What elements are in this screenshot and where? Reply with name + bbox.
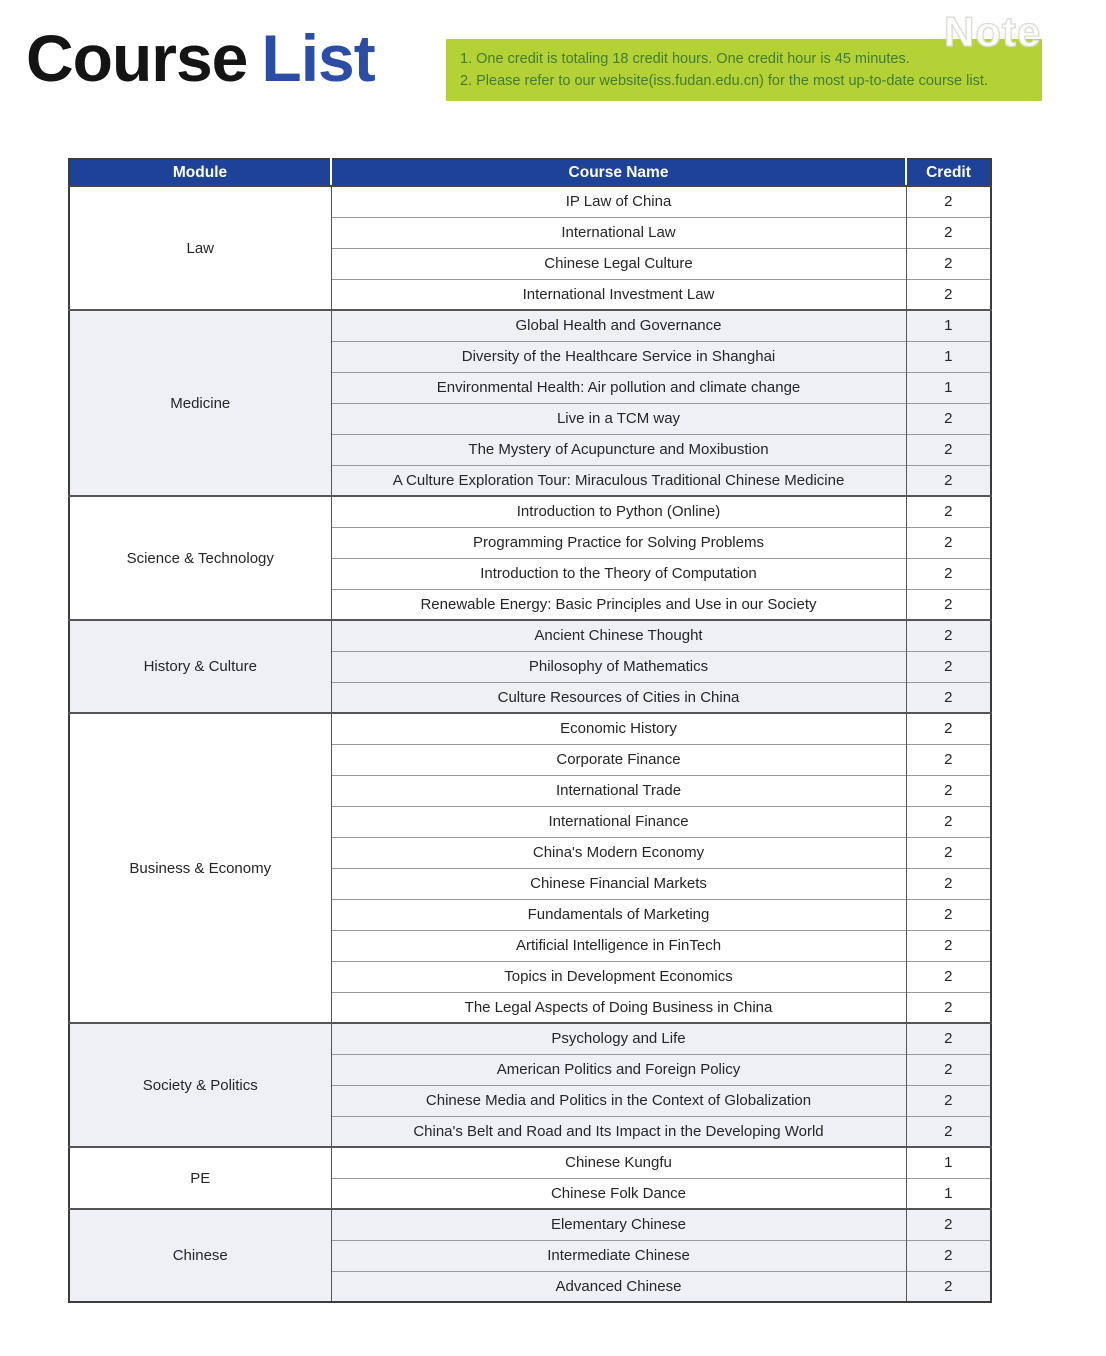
credit-cell: 2 <box>906 1240 991 1271</box>
course-name-cell: Culture Resources of Cities in China <box>331 682 906 713</box>
course-name-cell: Advanced Chinese <box>331 1271 906 1302</box>
header-cell-credit: Credit <box>906 159 991 186</box>
course-name-cell: Psychology and Life <box>331 1023 906 1054</box>
credit-cell: 2 <box>906 217 991 248</box>
note-line-1: 1. One credit is totaling 18 credit hours. One credit hour is 45 minutes. <box>460 51 910 67</box>
course-name-cell: Fundamentals of Marketing <box>331 899 906 930</box>
course-name-cell: The Mystery of Acupuncture and Moxibustion <box>331 434 906 465</box>
page-title <box>26 22 375 95</box>
table-row <box>69 620 991 651</box>
course-name-cell: Live in a TCM way <box>331 403 906 434</box>
course-table <box>68 158 992 1303</box>
credit-cell: 2 <box>906 1116 991 1147</box>
credit-cell: 1 <box>906 372 991 403</box>
table-row <box>69 496 991 527</box>
course-name-cell: Environmental Health: Air pollution and climate change <box>331 372 906 403</box>
course-name-cell: The Legal Aspects of Doing Business in China <box>331 992 906 1023</box>
course-name-cell: Chinese Folk Dance <box>331 1178 906 1209</box>
note-label: Note <box>944 8 1042 55</box>
credit-cell: 1 <box>906 1178 991 1209</box>
table-row <box>69 713 991 744</box>
course-name-cell: International Trade <box>331 775 906 806</box>
module-cell: Science & Technology <box>69 496 331 620</box>
table-header-row <box>69 159 991 186</box>
credit-cell: 2 <box>906 961 991 992</box>
credit-cell: 2 <box>906 713 991 744</box>
credit-cell: 1 <box>906 1147 991 1178</box>
credit-cell: 2 <box>906 465 991 496</box>
credit-cell: 2 <box>906 1023 991 1054</box>
course-name-cell: Elementary Chinese <box>331 1209 906 1240</box>
credit-cell: 2 <box>906 279 991 310</box>
page-title-word-list: List <box>261 21 375 95</box>
credit-cell: 2 <box>906 558 991 589</box>
course-name-cell: Diversity of the Healthcare Service in Shanghai <box>331 341 906 372</box>
module-cell: Law <box>69 186 331 310</box>
course-name-cell: Chinese Media and Politics in the Context of Globalization <box>331 1085 906 1116</box>
credit-cell: 2 <box>906 992 991 1023</box>
credit-cell: 2 <box>906 186 991 217</box>
module-cell: PE <box>69 1147 331 1209</box>
course-table-body <box>69 186 991 1302</box>
course-name-cell: Introduction to Python (Online) <box>331 496 906 527</box>
module-cell: Medicine <box>69 310 331 496</box>
credit-cell: 2 <box>906 620 991 651</box>
course-name-cell: Philosophy of Mathematics <box>331 651 906 682</box>
course-name-cell: Global Health and Governance <box>331 310 906 341</box>
course-name-cell: Economic History <box>331 713 906 744</box>
table-row <box>69 1209 991 1240</box>
credit-cell: 2 <box>906 930 991 961</box>
credit-cell: 2 <box>906 744 991 775</box>
credit-cell: 1 <box>906 310 991 341</box>
course-name-cell: Ancient Chinese Thought <box>331 620 906 651</box>
credit-cell: 2 <box>906 434 991 465</box>
header-cell-course-name: Course Name <box>331 159 906 186</box>
module-cell: Society & Politics <box>69 1023 331 1147</box>
credit-cell: 2 <box>906 868 991 899</box>
course-name-cell: Topics in Development Economics <box>331 961 906 992</box>
course-name-cell: Intermediate Chinese <box>331 1240 906 1271</box>
table-row <box>69 1147 991 1178</box>
course-name-cell: American Politics and Foreign Policy <box>331 1054 906 1085</box>
course-name-cell: Programming Practice for Solving Problems <box>331 527 906 558</box>
credit-cell: 2 <box>906 248 991 279</box>
credit-cell: 2 <box>906 806 991 837</box>
course-name-cell: Chinese Legal Culture <box>331 248 906 279</box>
module-cell: Chinese <box>69 1209 331 1302</box>
table-row <box>69 1023 991 1054</box>
credit-cell: 2 <box>906 837 991 868</box>
credit-cell: 2 <box>906 1085 991 1116</box>
credit-cell: 2 <box>906 682 991 713</box>
credit-cell: 2 <box>906 1209 991 1240</box>
credit-cell: 2 <box>906 775 991 806</box>
credit-cell: 2 <box>906 651 991 682</box>
credit-cell: 2 <box>906 589 991 620</box>
table-row <box>69 310 991 341</box>
course-name-cell: IP Law of China <box>331 186 906 217</box>
credit-cell: 2 <box>906 527 991 558</box>
course-name-cell: International Law <box>331 217 906 248</box>
course-name-cell: Introduction to the Theory of Computation <box>331 558 906 589</box>
module-cell: History & Culture <box>69 620 331 713</box>
header-cell-module: Module <box>69 159 331 186</box>
note-line-2: 2. Please refer to our website(iss.fudan.edu.cn) for the most up-to-date course list. <box>460 73 988 89</box>
course-name-cell: Chinese Kungfu <box>331 1147 906 1178</box>
course-name-cell: A Culture Exploration Tour: Miraculous Traditional Chinese Medicine <box>331 465 906 496</box>
course-name-cell: Artificial Intelligence in FinTech <box>331 930 906 961</box>
course-name-cell: China's Belt and Road and Its Impact in the Developing World <box>331 1116 906 1147</box>
credit-cell: 2 <box>906 899 991 930</box>
course-name-cell: Corporate Finance <box>331 744 906 775</box>
credit-cell: 2 <box>906 1054 991 1085</box>
course-name-cell: International Finance <box>331 806 906 837</box>
course-name-cell: International Investment Law <box>331 279 906 310</box>
table-row <box>69 186 991 217</box>
credit-cell: 2 <box>906 1271 991 1302</box>
page-title-word-course: Course <box>26 21 248 95</box>
course-name-cell: China's Modern Economy <box>331 837 906 868</box>
credit-cell: 1 <box>906 341 991 372</box>
credit-cell: 2 <box>906 403 991 434</box>
course-name-cell: Chinese Financial Markets <box>331 868 906 899</box>
credit-cell: 2 <box>906 496 991 527</box>
module-cell: Business & Economy <box>69 713 331 1023</box>
course-name-cell: Renewable Energy: Basic Principles and Use in our Society <box>331 589 906 620</box>
